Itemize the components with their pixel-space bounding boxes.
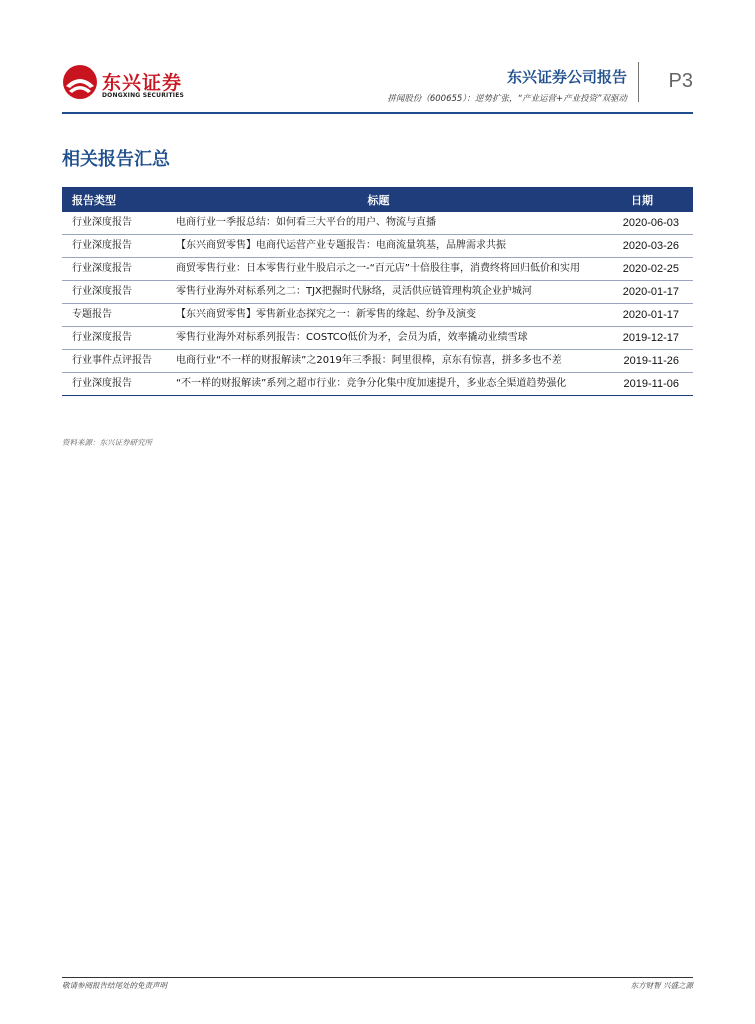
report-title-cell: 商贸零售行业：日本零售行业牛股启示之一-“百元店”十倍股往事，消费终将回归低价和实用 bbox=[176, 263, 580, 274]
disclaimer-note: 敬请参阅报告结尾处的免责声明 bbox=[62, 981, 167, 990]
report-date-cell: 2019-12-17 bbox=[622, 332, 679, 344]
report-date-cell: 2020-06-03 bbox=[622, 217, 679, 229]
table-row bbox=[62, 235, 693, 258]
logo-text-cn: 东兴证券 bbox=[102, 72, 183, 94]
footer-rule bbox=[62, 977, 693, 978]
table-row bbox=[62, 350, 693, 373]
report-type-title: 东兴证券公司报告 bbox=[506, 68, 627, 86]
report-date-cell: 2020-01-17 bbox=[622, 286, 679, 298]
report-type-cell: 行业深度报告 bbox=[72, 378, 132, 389]
report-date-cell: 2020-01-17 bbox=[622, 309, 679, 321]
header-report-type: 报告类型 bbox=[72, 193, 116, 207]
table-row bbox=[62, 212, 693, 235]
table-row bbox=[62, 327, 693, 350]
report-type-cell: 行业深度报告 bbox=[72, 332, 132, 343]
table-row bbox=[62, 304, 693, 327]
report-date-cell: 2020-02-25 bbox=[622, 263, 679, 275]
header-rule bbox=[62, 112, 693, 114]
report-title-cell: 零售行业海外对标系列之二：TJX把握时代脉络，灵活供应链管理构筑企业护城河 bbox=[176, 286, 532, 297]
report-title-cell: 电商行业“不一样的财报解读”之2019年三季报：阿里很棒，京东有惊喜，拼多多也不差 bbox=[176, 355, 562, 366]
report-title-cell: 【东兴商贸零售】零售新业态探究之一：新零售的缘起、纷争及演变 bbox=[176, 309, 476, 320]
report-title-cell: 电商行业一季报总结：如何看三大平台的用户、物流与直播 bbox=[176, 217, 436, 228]
report-subtitle: 拼闻股份（600655）：逆势扩张，“产业运营+产业投资”双驱动 bbox=[387, 94, 627, 104]
page-number: P3 bbox=[668, 70, 693, 92]
company-logo bbox=[62, 64, 192, 104]
section-title: 相关报告汇总 bbox=[62, 149, 170, 170]
logo-text-en: DONGXING SECURITIES bbox=[102, 92, 185, 99]
report-date-cell: 2019-11-26 bbox=[623, 355, 679, 367]
dongxing-logo-icon bbox=[62, 64, 98, 100]
data-source-note: 资料来源：东兴证券研究所 bbox=[62, 438, 152, 447]
table-row bbox=[62, 258, 693, 281]
report-title-cell: 【东兴商贸零售】电商代运营产业专题报告：电商流量筑基，品牌需求共振 bbox=[176, 240, 506, 251]
header-divider bbox=[638, 62, 639, 102]
report-type-cell: 行业事件点评报告 bbox=[72, 355, 152, 366]
report-title-cell: “不一样的财报解读”系列之超市行业：竞争分化集中度加速提升，多业态全渠道趋势强化 bbox=[176, 378, 567, 389]
company-slogan: 东方财智 兴盛之源 bbox=[630, 981, 693, 990]
table-header-row bbox=[62, 187, 693, 212]
report-type-cell: 行业深度报告 bbox=[72, 263, 132, 274]
related-reports-table bbox=[62, 187, 693, 396]
report-date-cell: 2020-03-26 bbox=[622, 240, 679, 252]
table-row bbox=[62, 281, 693, 304]
report-type-cell: 行业深度报告 bbox=[72, 217, 132, 228]
table-row bbox=[62, 373, 693, 396]
report-type-cell: 行业深度报告 bbox=[72, 240, 132, 251]
header-date: 日期 bbox=[631, 193, 653, 207]
report-date-cell: 2019-11-06 bbox=[623, 378, 679, 390]
page-header bbox=[62, 58, 693, 116]
report-title-cell: 零售行业海外对标系列报告：COSTCO低价为矛，会员为盾，效率撬动业绩雪球 bbox=[176, 332, 528, 343]
report-type-cell: 专题报告 bbox=[72, 309, 112, 320]
header-title: 标题 bbox=[367, 193, 390, 207]
report-type-cell: 行业深度报告 bbox=[72, 286, 132, 297]
